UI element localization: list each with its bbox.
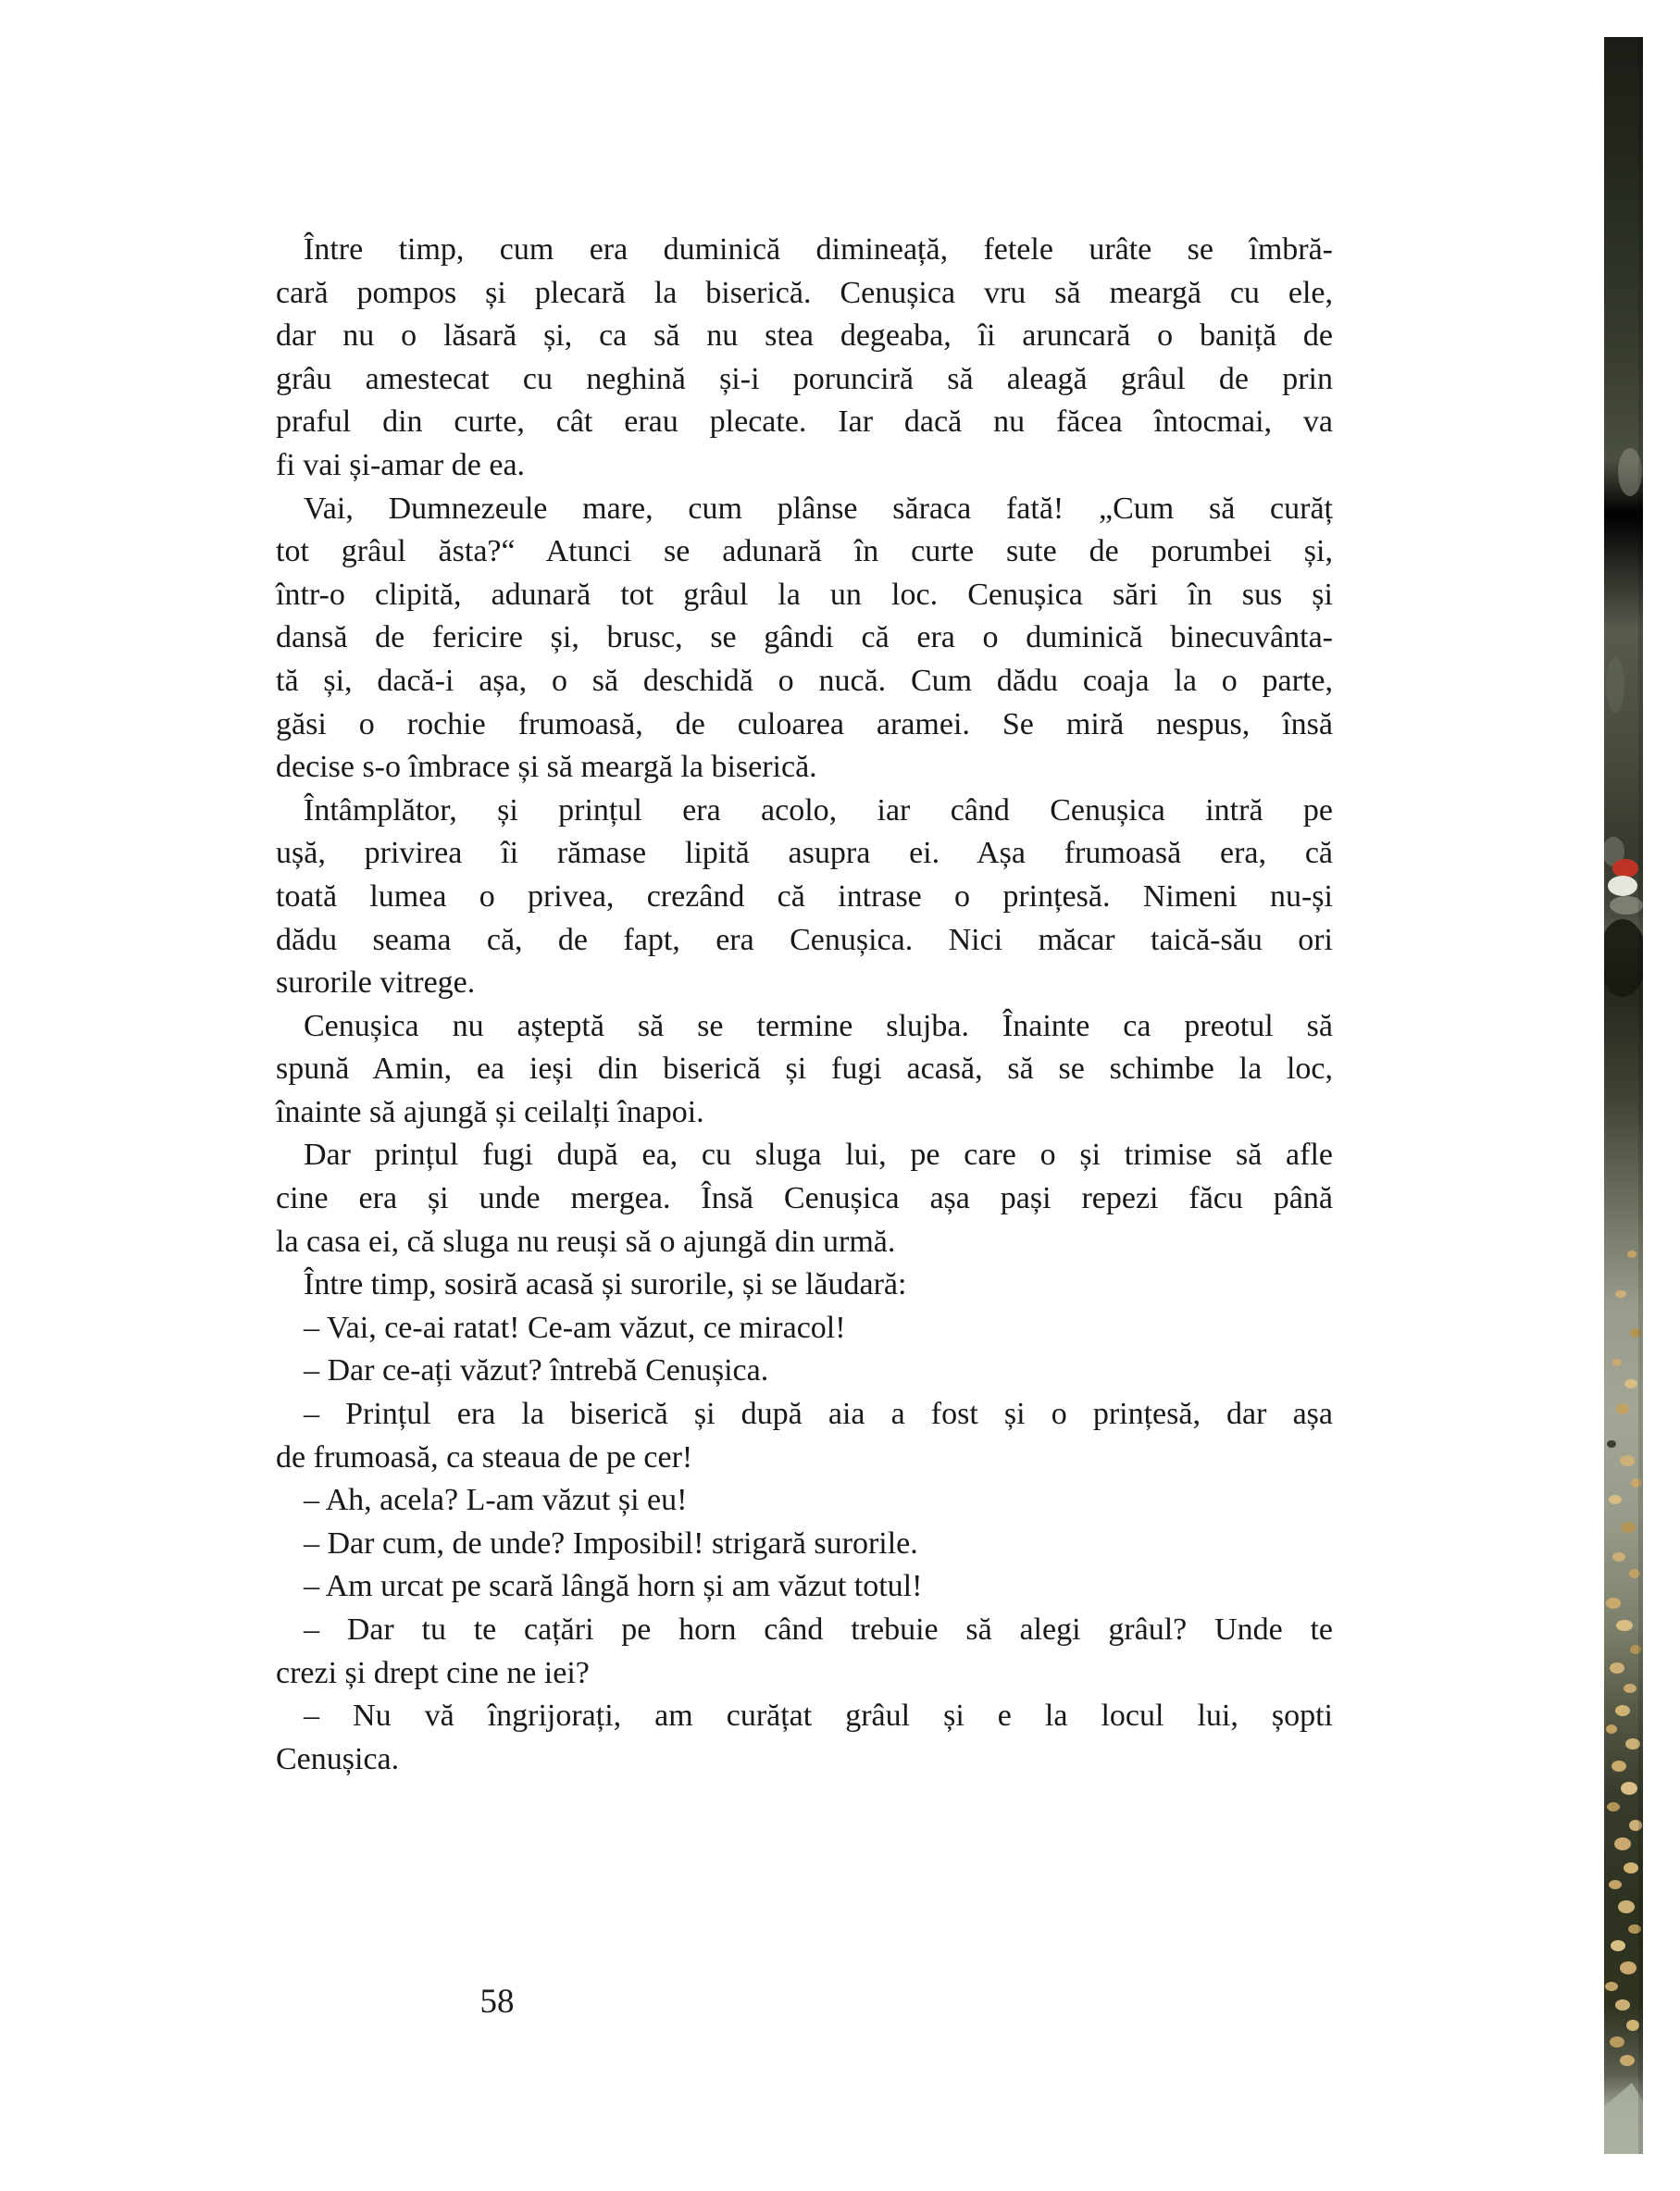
text-line: Între timp, cum era duminică dimineață, fetele urâte se îmbră- [304, 232, 1333, 267]
text-line: dădu seama că, de fapt, era Cenușica. Nici măcar taică-său ori [276, 922, 1333, 957]
text-line: – Dar tu te cațări pe horn când trebuie să alegi grâul? Unde te [304, 1612, 1333, 1647]
text-line: crezi și drept cine ne iei? [276, 1655, 590, 1690]
text-line: cine era și unde mergea. Însă Cenușica așa pași repezi făcu până [276, 1181, 1333, 1216]
text-line: decise s-o îmbrace și să meargă la biserică. [276, 750, 817, 785]
text-line: înainte să ajungă și ceilalți înapoi. [276, 1094, 704, 1129]
text-line: praful din curte, cât erau plecate. Iar dacă nu făcea întocmai, va [276, 405, 1333, 440]
photo-strip-svg [1604, 37, 1643, 2154]
text-line: Vai, Dumnezeule mare, cum plânse săraca fată! „Cum să curăț [304, 491, 1333, 526]
text-line: dansă de fericire și, brusc, se gândi că era o duminică binecuvânta- [276, 620, 1333, 655]
text-column [276, 229, 1333, 1781]
text-line: Cenușica. [276, 1741, 400, 1776]
text-line: spună Amin, ea ieși din biserică și fugi acasă, să se schimbe la loc, [276, 1052, 1333, 1087]
text-line: – Dar cum, de unde? Imposibil! strigară surorile. [304, 1525, 918, 1561]
text-line: Între timp, sosiră acasă și surorile, și se lăudară: [304, 1267, 907, 1302]
text-line: – Vai, ce-ai ratat! Ce-am văzut, ce miracol! [304, 1310, 846, 1345]
text-line: – Ah, acela? L-am văzut și eu! [304, 1483, 688, 1518]
text-line: – Am urcat pe scară lângă horn și am văzut totul! [304, 1569, 923, 1604]
text-line: fi vai și-amar de ea. [276, 447, 526, 482]
text-line: dar nu o lăsară și, ca să nu stea degeaba, îi aruncară o baniță de [276, 318, 1333, 354]
text-line: Dar prințul fugi după ea, cu sluga lui, pe care o și trimise să afle [304, 1138, 1333, 1173]
text-line: de frumoasă, ca steaua de pe cer! [276, 1439, 693, 1475]
text-line: într-o clipită, adunară tot grâul la un loc. Cenușica sări în sus și [276, 577, 1333, 612]
text-line: cară pompos și plecară la biserică. Cenușica vru să meargă cu ele, [276, 275, 1333, 310]
text-line: găsi o rochie frumoasă, de culoarea aramei. Se miră nespus, însă [276, 706, 1333, 741]
text-line: la casa ei, că sluga nu reuși să o ajungă din urmă. [276, 1224, 896, 1259]
page-number: 58 [479, 1983, 515, 2021]
text-line: – Nu vă îngrijorați, am curățat grâul și e la locul lui, șopti [304, 1699, 1333, 1734]
text-line: grâu amestecat cu neghină și-i porunciră să aleagă grâul de prin [276, 361, 1333, 396]
text-line: – Prințul era la biserică și după aia a fost și o prințesă, dar așa [304, 1397, 1333, 1432]
text-line: surorile vitrege. [276, 965, 476, 1001]
text-line: toată lumea o privea, crezând că intrase o prințesă. Nimeni nu-și [276, 878, 1333, 914]
photo-strip-image [1604, 37, 1643, 2154]
text-line: Întâmplător, și prințul era acolo, iar când Cenușica intră pe [304, 792, 1333, 828]
text-line: tă și, dacă-i așa, o să deschidă o nucă. Cum dădu coaja la o parte, [276, 663, 1333, 698]
text-line: tot grâul ăsta?“ Atunci se adunară în curte sute de porumbei și, [276, 534, 1333, 569]
text-line: ușă, privirea îi rămase lipită asupra ei. Așa frumoasă era, că [276, 836, 1333, 871]
text-line: Cenușica nu așteptă să se termine slujba. Înainte ca preotul să [304, 1008, 1333, 1043]
text-line: – Dar ce-ați văzut? întrebă Cenușica. [304, 1353, 769, 1388]
